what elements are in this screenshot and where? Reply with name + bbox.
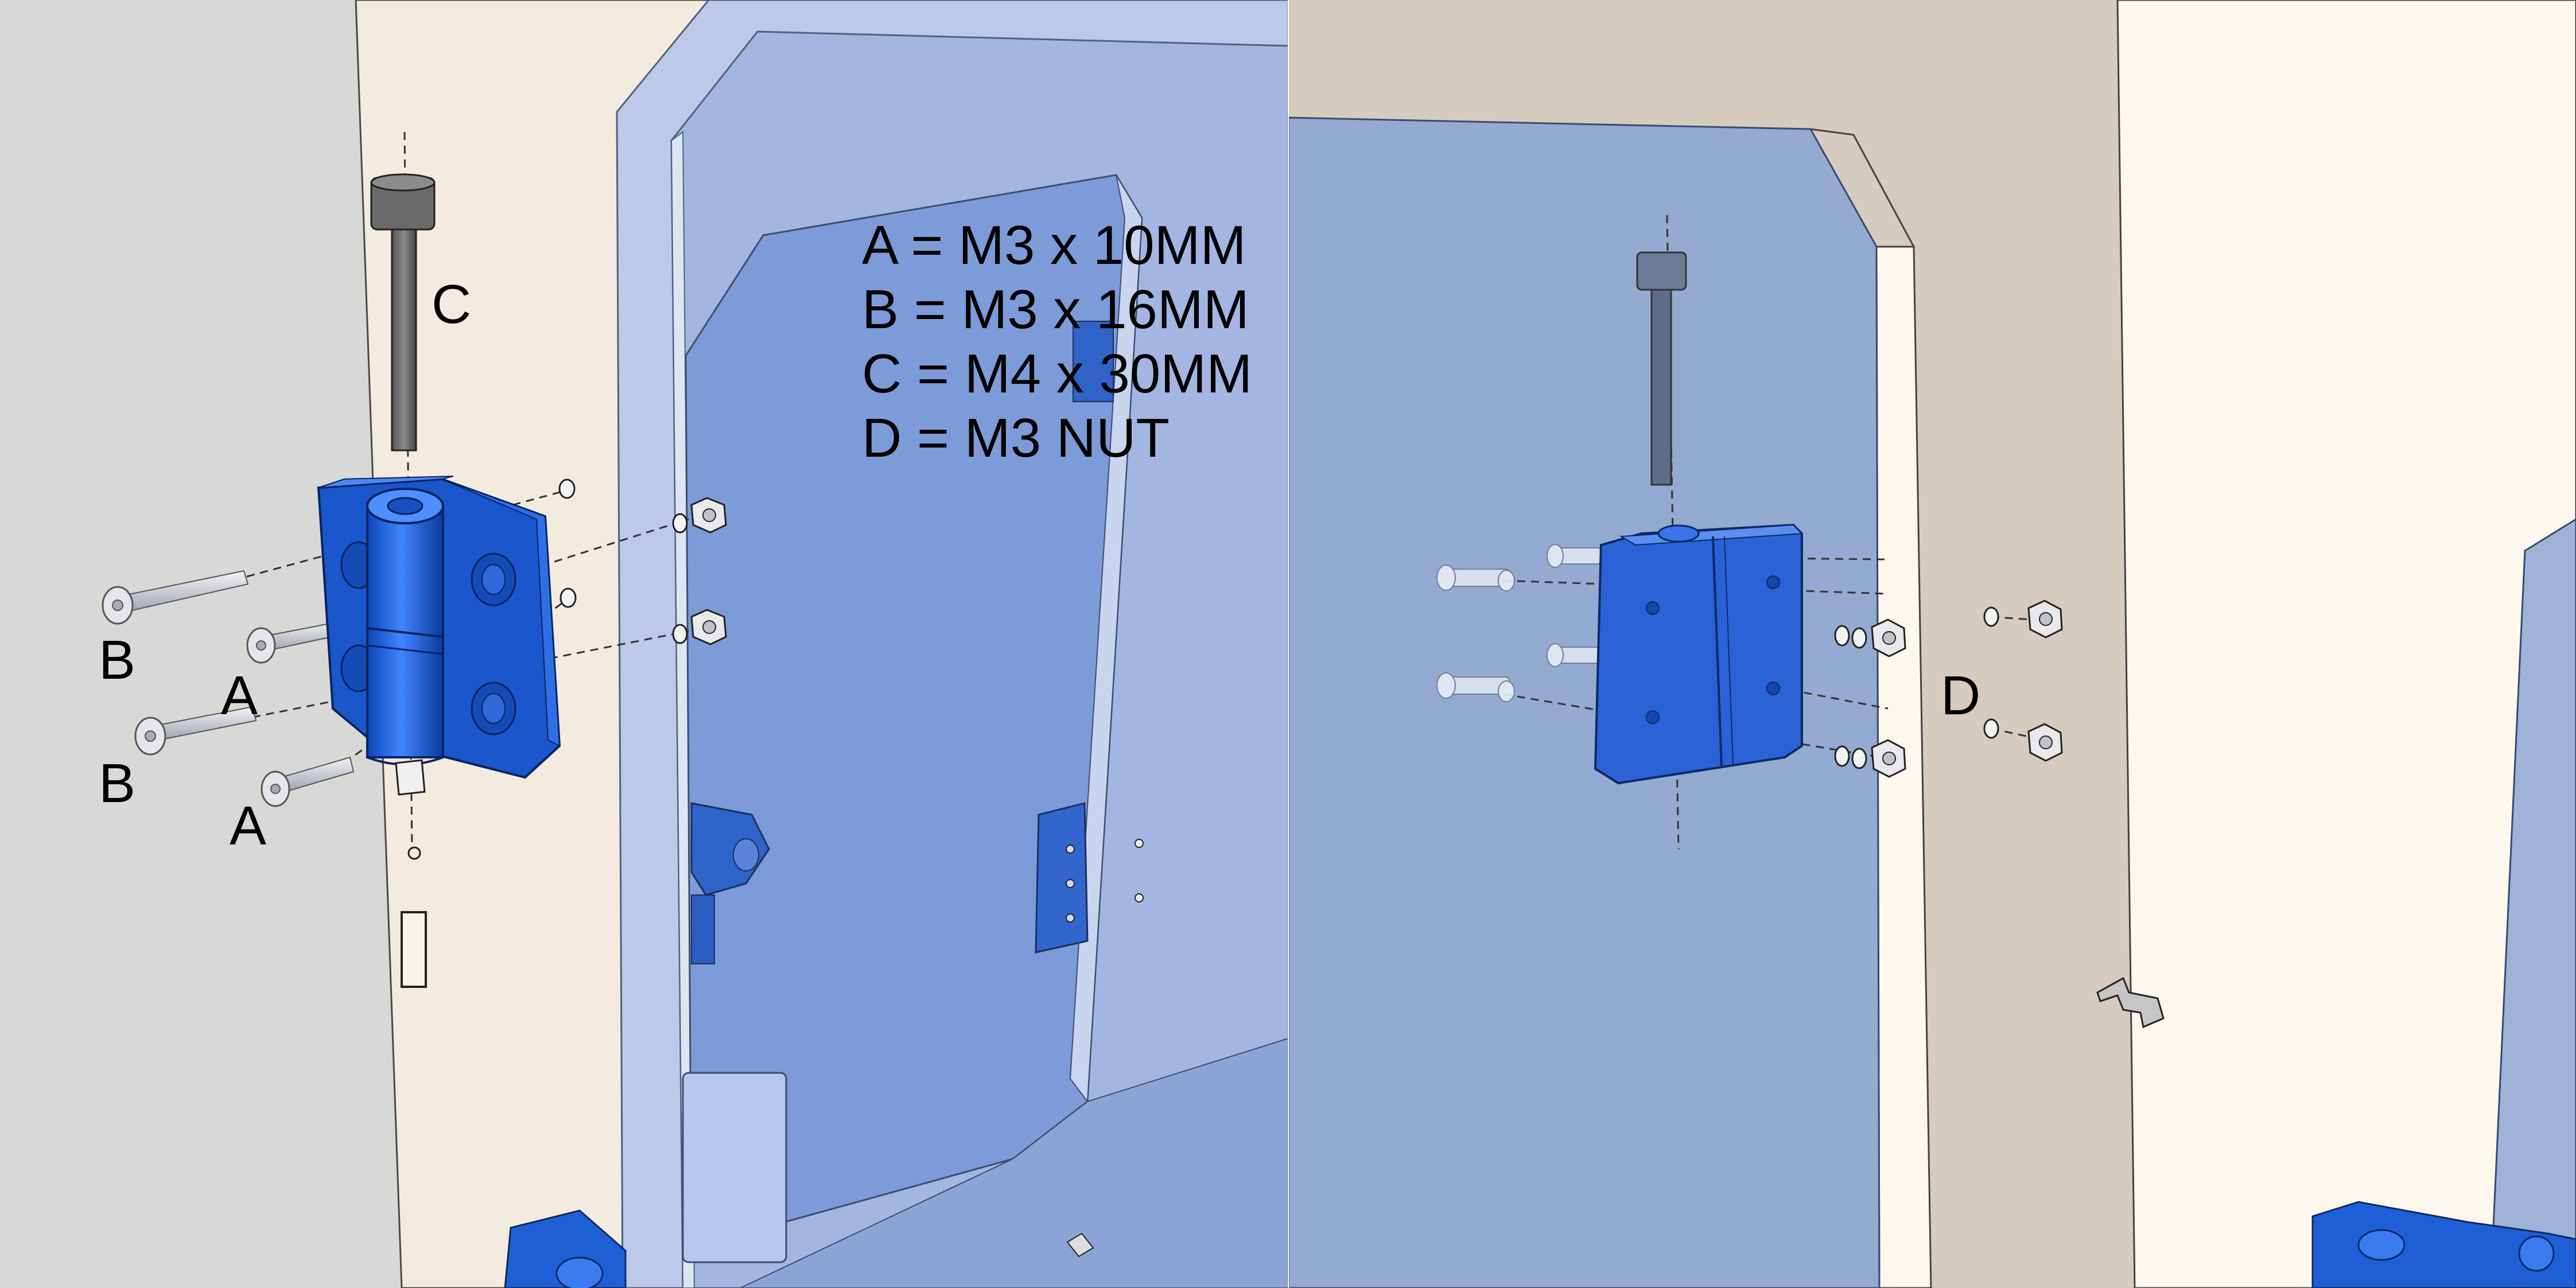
wall-slot [402, 912, 426, 987]
right-panel [1288, 0, 2576, 1288]
hinge-right-assembled [1595, 525, 1802, 783]
callout-a-lower: A [230, 795, 267, 857]
wall-hole [409, 847, 420, 859]
door-hole [1135, 839, 1143, 847]
legend-line-b: B = M3 x 16MM [862, 279, 1249, 340]
callout-c: C [432, 274, 472, 335]
callout-b-upper: B [99, 629, 136, 691]
legend-line-a: A = M3 x 10MM [862, 215, 1246, 276]
legend-line-d: D = M3 NUT [862, 407, 1170, 469]
callout-d: D [1941, 665, 1981, 726]
washer [560, 480, 574, 498]
latch-block [683, 1073, 786, 1262]
callout-b-lower: B [99, 753, 136, 814]
legend-line-c: C = M4 x 30MM [862, 343, 1253, 404]
washer [561, 589, 576, 607]
callout-a-upper: A [221, 665, 258, 726]
internal-hinge-right [1036, 803, 1087, 952]
door-hole [1135, 894, 1143, 902]
